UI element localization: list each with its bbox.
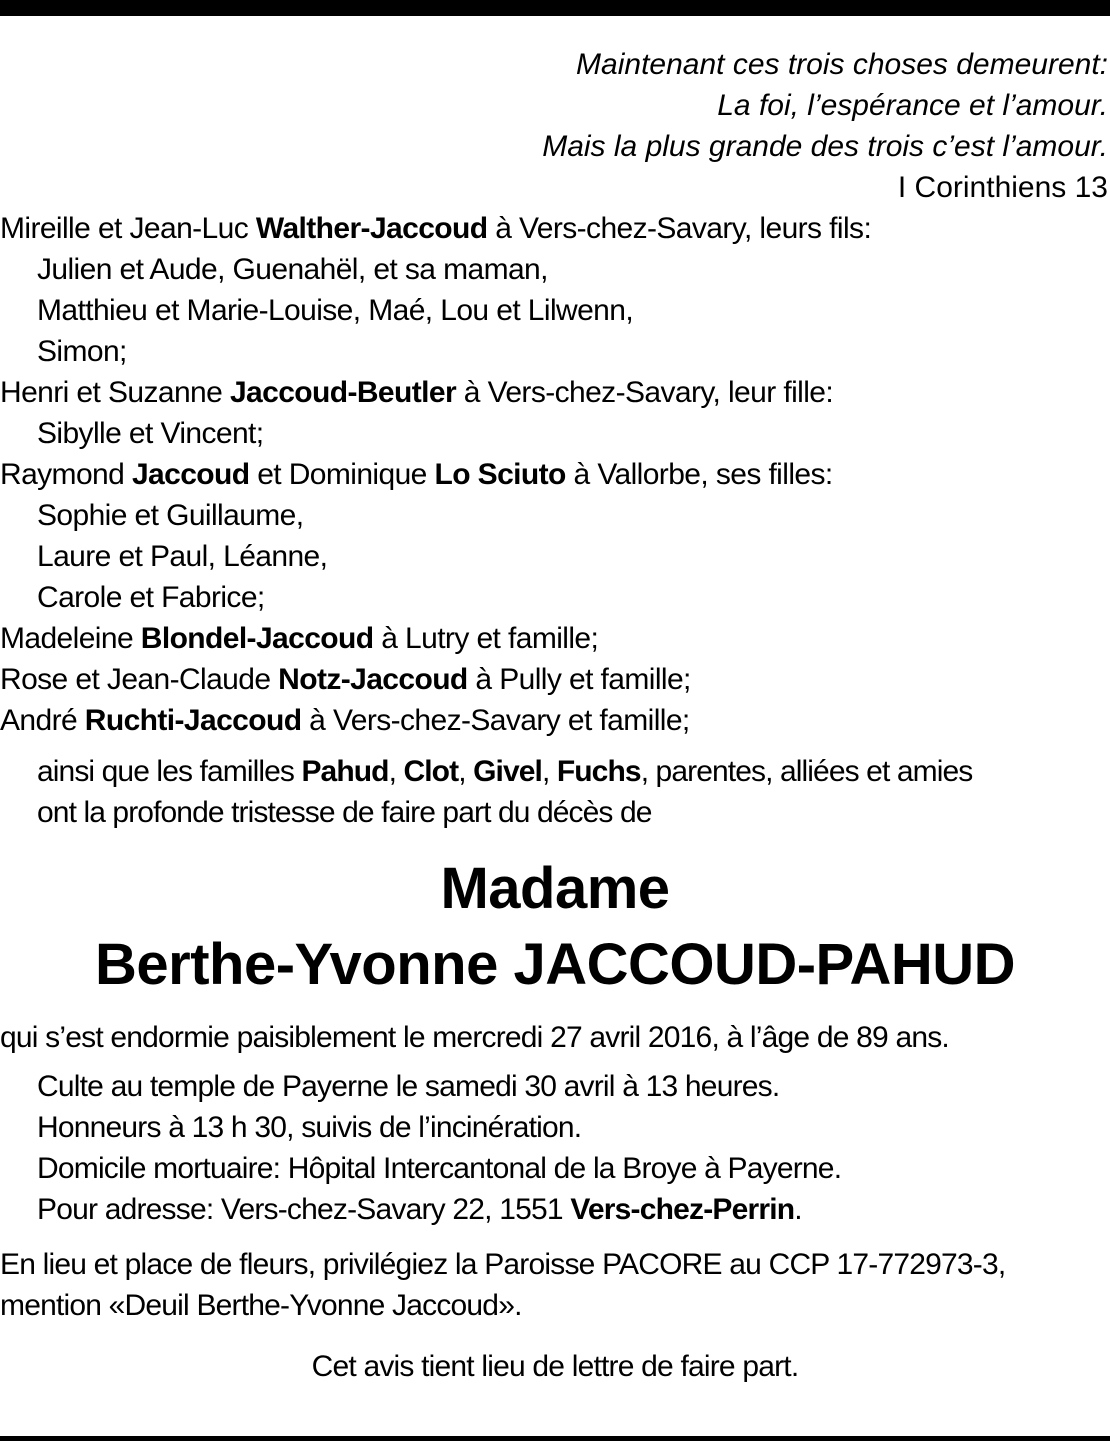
family-member: Julien et Aude, Guenahël, et sa maman, [37, 253, 548, 286]
obituary-notice [0, 44, 1110, 1387]
text: Raymond [0, 458, 132, 491]
text: Mireille et Jean-Luc [0, 212, 256, 245]
text: à Vers-chez-Savary et famille; [301, 704, 690, 737]
family-member: Sophie et Guillaume, [37, 499, 304, 532]
text: à Vers-chez-Savary, leur fille: [456, 376, 834, 409]
closing-line: Cet avis tient lieu de lettre de faire part. [311, 1350, 799, 1383]
deceased-name-block [0, 851, 1110, 1003]
flowers-line: mention «Deuil Berthe-Yvonne Jaccoud». [0, 1289, 522, 1322]
text: Rose et Jean-Claude [0, 663, 279, 696]
family-name: Clot [403, 755, 459, 788]
announcement [0, 751, 1110, 833]
families-line [37, 751, 1110, 792]
family-line-notz [0, 659, 1110, 700]
family-name: Pahud [301, 755, 389, 788]
family-name: Ruchti-Jaccoud [84, 704, 302, 737]
text: à Pully et famille; [467, 663, 691, 696]
family-member: Sibylle et Vincent; [37, 417, 264, 450]
locality: Vers-chez-Perrin [570, 1193, 795, 1226]
family-member: Carole et Fabrice; [37, 581, 265, 614]
text: à Vallorbe, ses filles: [565, 458, 833, 491]
text: , [388, 755, 404, 788]
announcement-line: ont la profonde tristesse de faire part du décès de [37, 796, 652, 829]
family-name: Walther-Jaccoud [255, 212, 488, 245]
family-list [0, 208, 1110, 741]
text: Madeleine [0, 622, 141, 655]
family-name: Jaccoud-Beutler [229, 376, 457, 409]
family-line-beutler [0, 372, 1110, 413]
deceased-title: Madame [440, 856, 670, 921]
epigraph-line: Maintenant ces trois choses demeurent: [576, 48, 1108, 81]
service-details [0, 1066, 1110, 1230]
top-border [0, 0, 1110, 16]
epigraph-reference: I Corinthiens 13 [897, 171, 1108, 204]
family-name: Jaccoud [131, 458, 250, 491]
family-line-jaccoud [0, 454, 1110, 495]
epigraph-line: La foi, l’espérance et l’amour. [717, 89, 1108, 122]
family-name: Lo Sciuto [434, 458, 566, 491]
text: et Dominique [249, 458, 435, 491]
text: Henri et Suzanne [0, 376, 230, 409]
text: , parentes, alliées et amies [640, 755, 973, 788]
deceased-name: Berthe-Yvonne JACCOUD-PAHUD [95, 932, 1015, 997]
text: Pour adresse: Vers-chez-Savary 22, 1551 [37, 1193, 571, 1226]
family-name: Notz-Jaccoud [278, 663, 468, 696]
flowers-line: En lieu et place de fleurs, privilégiez la Paroisse PACORE au CCP 17-772973-3, [0, 1248, 1006, 1281]
family-line-ruchti [0, 700, 1110, 741]
family-member: Simon; [37, 335, 127, 368]
family-name: Givel [473, 755, 542, 788]
text: à Vers-chez-Savary, leurs fils: [487, 212, 872, 245]
service-line: Culte au temple de Payerne le samedi 30 avril à 13 heures. [37, 1070, 780, 1103]
service-line: Domicile mortuaire: Hôpital Intercantonal de la Broye à Payerne. [37, 1152, 842, 1185]
bottom-border [0, 1436, 1110, 1441]
text: ainsi que les familles [37, 755, 302, 788]
service-line: Honneurs à 13 h 30, suivis de l’incinération. [37, 1111, 582, 1144]
flowers-note [0, 1244, 1110, 1326]
family-line-blondel [0, 618, 1110, 659]
text: , [541, 755, 557, 788]
address-line [37, 1189, 1110, 1230]
family-name: Blondel-Jaccoud [140, 622, 374, 655]
family-name: Fuchs [556, 755, 641, 788]
epigraph-line: Mais la plus grande des trois c’est l’amour. [542, 130, 1108, 163]
epigraph [0, 44, 1110, 208]
text: . [794, 1193, 802, 1226]
text: André [0, 704, 85, 737]
death-statement: qui s’est endormie paisiblement le mercredi 27 avril 2016, à l’âge de 89 ans. [0, 1021, 949, 1054]
family-member: Laure et Paul, Léanne, [37, 540, 328, 573]
text: , [458, 755, 474, 788]
text: à Lutry et famille; [373, 622, 599, 655]
family-line-walther [0, 208, 1110, 249]
family-member: Matthieu et Marie-Louise, Maé, Lou et Lilwenn, [37, 294, 634, 327]
